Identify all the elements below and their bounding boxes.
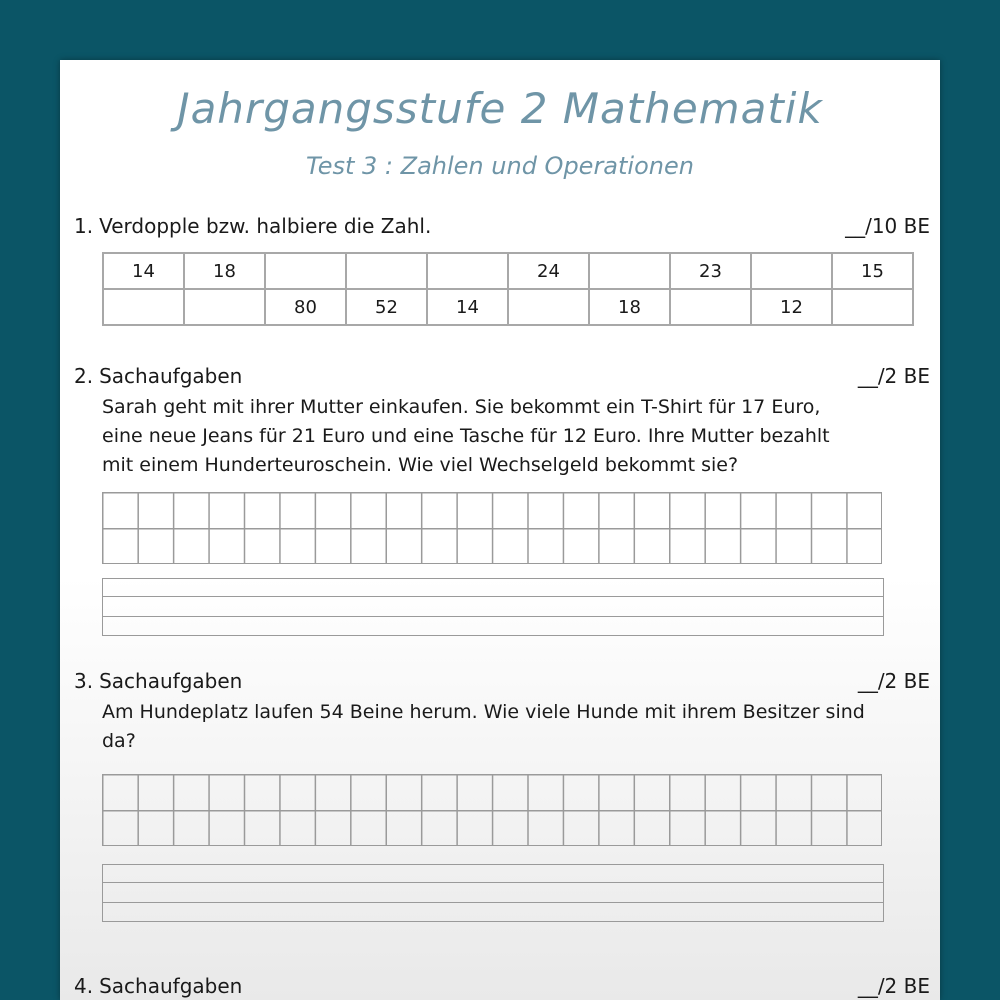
table-cell[interactable]	[751, 253, 832, 289]
task-2-text-line: mit einem Hunderteuroschein. Wie viel Wechselgeld bekommt sie?	[102, 454, 739, 476]
table-row-1	[103, 253, 913, 289]
task-3-number: 3.	[74, 669, 94, 693]
table-cell[interactable]: 24	[508, 253, 589, 289]
table-cell[interactable]	[346, 253, 427, 289]
task-2-text-line: eine neue Jeans für 21 Euro und eine Tasche für 12 Euro. Ihre Mutter bezahlt	[102, 425, 830, 447]
task-3-calc-grid[interactable]	[102, 774, 882, 846]
task-3-text-line: da?	[102, 730, 136, 752]
task-2-points: __/2 BE	[857, 364, 930, 388]
page-subtitle: Test 3 : Zahlen und Operationen	[306, 152, 694, 180]
table-cell[interactable]: 18	[184, 253, 265, 289]
table-cell[interactable]: 23	[670, 253, 751, 289]
task-4-heading: Sachaufgaben	[99, 974, 243, 998]
task-2-text-line: Sarah geht mit ihrer Mutter einkaufen. Sie bekommt ein T-Shirt für 17 Euro,	[102, 396, 821, 418]
task-1-heading: Verdopple bzw. halbiere die Zahl.	[99, 214, 432, 238]
task-3-text-line: Am Hundeplatz laufen 54 Beine herum. Wie viele Hunde mit ihrem Besitzer sind	[102, 701, 865, 723]
table-cell[interactable]: 14	[427, 289, 508, 325]
task-2-answer-lines[interactable]	[102, 578, 884, 636]
writing-line	[103, 616, 883, 617]
table-cell[interactable]: 18	[589, 289, 670, 325]
task-2-calc-grid[interactable]	[102, 492, 882, 564]
task-2-number: 2.	[74, 364, 94, 388]
table-cell[interactable]: 15	[832, 253, 913, 289]
table-cell[interactable]	[832, 289, 913, 325]
table-cell[interactable]: 14	[103, 253, 184, 289]
writing-line	[103, 902, 883, 903]
task-1-number: 1.	[74, 214, 94, 238]
writing-line	[103, 596, 883, 597]
table-row-2	[103, 289, 913, 325]
task-4-header	[74, 974, 930, 998]
task-3-answer-lines[interactable]	[102, 864, 884, 922]
task-1-points: __/10 BE	[845, 214, 930, 238]
table-cell[interactable]	[589, 253, 670, 289]
table-cell[interactable]: 80	[265, 289, 346, 325]
task-4-points: __/2 BE	[857, 974, 930, 998]
task-1-header	[74, 214, 930, 238]
task-3-header	[74, 669, 930, 693]
task-3-heading: Sachaufgaben	[99, 669, 243, 693]
writing-line	[103, 882, 883, 883]
table-cell[interactable]	[670, 289, 751, 325]
table-cell[interactable]	[184, 289, 265, 325]
task-2-text	[102, 393, 882, 480]
table-cell[interactable]: 12	[751, 289, 832, 325]
worksheet-page	[60, 60, 940, 1000]
task-2-header	[74, 364, 930, 388]
table-cell[interactable]	[427, 253, 508, 289]
table-cell[interactable]	[265, 253, 346, 289]
page-title: Jahrgangsstufe 2 Mathematik	[177, 84, 823, 133]
task-4-number: 4.	[74, 974, 94, 998]
task-3-text	[102, 698, 882, 756]
table-cell[interactable]: 52	[346, 289, 427, 325]
double-half-table	[102, 252, 914, 326]
table-cell[interactable]	[508, 289, 589, 325]
task-2-heading: Sachaufgaben	[99, 364, 243, 388]
task-3-points: __/2 BE	[857, 669, 930, 693]
table-cell[interactable]	[103, 289, 184, 325]
